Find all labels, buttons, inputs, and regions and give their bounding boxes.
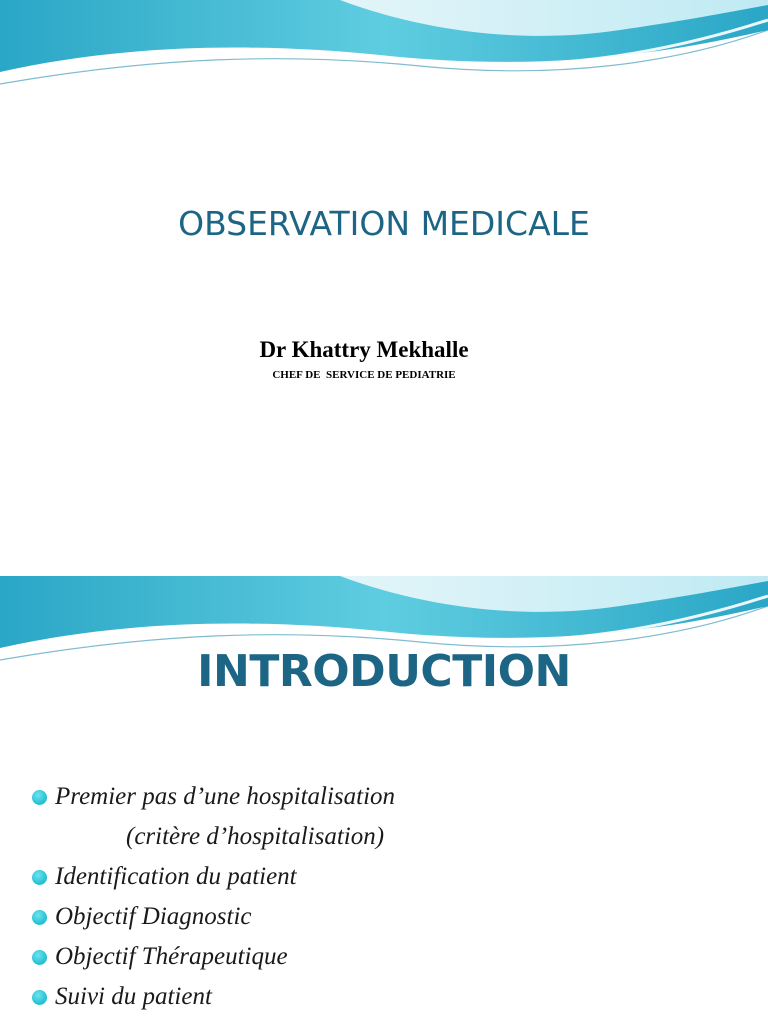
author-name: Dr Khattry Mekhalle	[259, 337, 469, 362]
list-item	[0, 777, 768, 817]
slide-introduction	[0, 576, 768, 1024]
list-item	[0, 937, 768, 977]
list-item-continuation	[0, 817, 768, 857]
slide-title-heading: INTRODUCTION	[197, 646, 571, 697]
teal-circle-bullet-icon	[32, 910, 47, 925]
list-item-text: Premier pas d’une hospitalisation	[55, 783, 396, 810]
teal-circle-bullet-icon	[32, 990, 47, 1005]
list-item-text: Suivi du patient	[55, 983, 212, 1010]
author-role: CHEF DE SERVICE DE PEDIATRIE	[272, 369, 456, 381]
list-item	[0, 897, 768, 937]
teal-circle-bullet-icon	[32, 870, 47, 885]
list-item-text: Objectif Diagnostic	[55, 903, 252, 930]
header-wave-decoration	[0, 0, 768, 95]
list-item-text: (critère d’hospitalisation)	[126, 823, 385, 850]
bullet-list	[0, 777, 768, 1017]
slide-title-heading: OBSERVATION MEDICALE	[178, 204, 590, 243]
list-item-text: Objectif Thérapeutique	[55, 943, 288, 970]
list-item	[0, 977, 768, 1017]
list-item	[0, 857, 768, 897]
teal-circle-bullet-icon	[32, 790, 47, 805]
list-item-text: Identification du patient	[55, 863, 297, 890]
teal-circle-bullet-icon	[32, 950, 47, 965]
